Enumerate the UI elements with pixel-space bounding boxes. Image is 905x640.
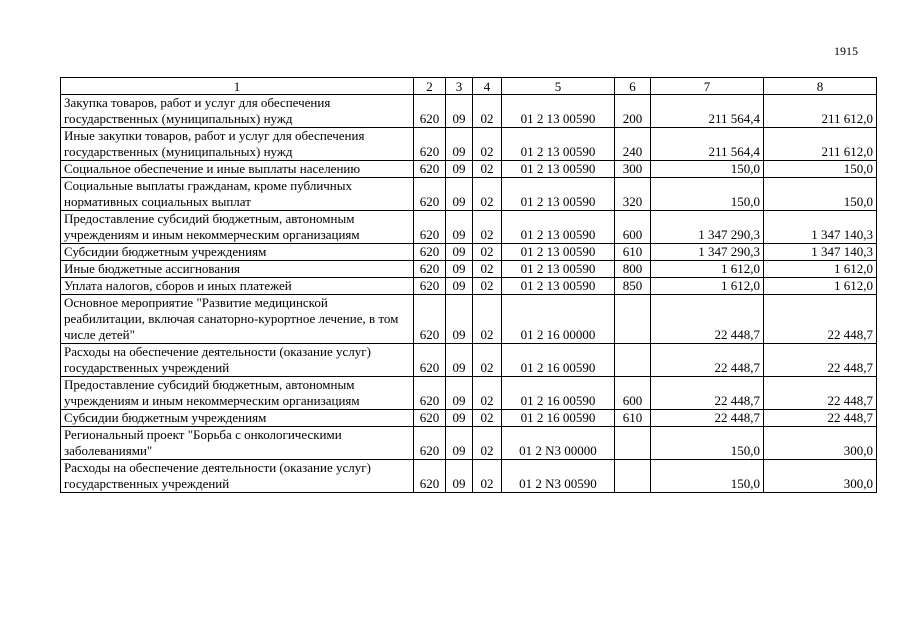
row-section-cell: 09: [446, 278, 473, 295]
row-amount-col7-cell: 1 347 290,3: [651, 211, 764, 244]
row-target-article-cell: 01 2 16 00590: [502, 410, 615, 427]
row-expense-type-cell: 800: [615, 261, 651, 278]
column-header: 7: [651, 78, 764, 95]
row-amount-col7-cell: 22 448,7: [651, 410, 764, 427]
row-section-cell: 09: [446, 427, 473, 460]
row-target-article-cell: 01 2 13 00590: [502, 178, 615, 211]
row-subsection-cell: 02: [473, 244, 502, 261]
row-admin-code-cell: 620: [414, 161, 446, 178]
row-admin-code-cell: 620: [414, 211, 446, 244]
table-row: [61, 178, 877, 211]
page-number: 1915: [834, 44, 858, 58]
row-admin-code-cell: 620: [414, 460, 446, 493]
row-amount-col7-cell: 22 448,7: [651, 295, 764, 344]
table-header-row: [61, 78, 877, 95]
row-admin-code-cell: 620: [414, 278, 446, 295]
row-name-cell: Расходы на обеспечение деятельности (оказание услуг) государственных учреждений: [61, 460, 414, 493]
row-target-article-cell: 01 2 16 00590: [502, 344, 615, 377]
row-target-article-cell: 01 2 16 00590: [502, 377, 615, 410]
row-admin-code-cell: 620: [414, 377, 446, 410]
column-header: 2: [414, 78, 446, 95]
row-amount-col7-cell: 22 448,7: [651, 377, 764, 410]
row-name-cell: Предоставление субсидий бюджетным, автономным учреждениям и иным некоммерческим организациям: [61, 377, 414, 410]
row-target-article-cell: 01 2 13 00590: [502, 161, 615, 178]
row-subsection-cell: 02: [473, 410, 502, 427]
row-expense-type-cell: 200: [615, 95, 651, 128]
row-expense-type-cell: [615, 344, 651, 377]
row-amount-col8-cell: 22 448,7: [764, 377, 877, 410]
row-amount-col8-cell: 22 448,7: [764, 295, 877, 344]
row-target-article-cell: 01 2 N3 00590: [502, 460, 615, 493]
table-row: [61, 410, 877, 427]
row-name-cell: Социальное обеспечение и иные выплаты населению: [61, 161, 414, 178]
row-admin-code-cell: 620: [414, 295, 446, 344]
row-admin-code-cell: 620: [414, 410, 446, 427]
row-name-cell: Уплата налогов, сборов и иных платежей: [61, 278, 414, 295]
row-subsection-cell: 02: [473, 427, 502, 460]
table-row: [61, 128, 877, 161]
table-row: [61, 460, 877, 493]
row-amount-col8-cell: 150,0: [764, 161, 877, 178]
row-amount-col7-cell: 211 564,4: [651, 95, 764, 128]
row-amount-col7-cell: 150,0: [651, 178, 764, 211]
row-section-cell: 09: [446, 377, 473, 410]
row-section-cell: 09: [446, 295, 473, 344]
row-name-cell: Основное мероприятие "Развитие медицинской реабилитации, включая санаторно-курортное лечение, в том числе детей": [61, 295, 414, 344]
table-row: [61, 95, 877, 128]
row-admin-code-cell: 620: [414, 344, 446, 377]
budget-table: [60, 77, 877, 493]
row-subsection-cell: 02: [473, 95, 502, 128]
row-admin-code-cell: 620: [414, 427, 446, 460]
row-section-cell: 09: [446, 178, 473, 211]
row-expense-type-cell: 300: [615, 161, 651, 178]
row-amount-col7-cell: 150,0: [651, 161, 764, 178]
row-subsection-cell: 02: [473, 460, 502, 493]
row-amount-col8-cell: 211 612,0: [764, 128, 877, 161]
row-amount-col7-cell: 150,0: [651, 427, 764, 460]
row-expense-type-cell: [615, 427, 651, 460]
row-name-cell: Иные бюджетные ассигнования: [61, 261, 414, 278]
row-admin-code-cell: 620: [414, 244, 446, 261]
row-expense-type-cell: 610: [615, 410, 651, 427]
row-amount-col8-cell: 1 612,0: [764, 278, 877, 295]
column-header: 1: [61, 78, 414, 95]
row-name-cell: Расходы на обеспечение деятельности (оказание услуг) государственных учреждений: [61, 344, 414, 377]
row-target-article-cell: 01 2 13 00590: [502, 128, 615, 161]
row-section-cell: 09: [446, 460, 473, 493]
row-amount-col8-cell: 150,0: [764, 178, 877, 211]
row-subsection-cell: 02: [473, 161, 502, 178]
row-target-article-cell: 01 2 13 00590: [502, 261, 615, 278]
row-section-cell: 09: [446, 410, 473, 427]
row-amount-col7-cell: 211 564,4: [651, 128, 764, 161]
row-amount-col8-cell: 1 347 140,3: [764, 244, 877, 261]
column-header: 3: [446, 78, 473, 95]
row-amount-col8-cell: 300,0: [764, 460, 877, 493]
row-amount-col8-cell: 22 448,7: [764, 344, 877, 377]
row-subsection-cell: 02: [473, 344, 502, 377]
row-amount-col7-cell: 1 612,0: [651, 278, 764, 295]
row-amount-col8-cell: 22 448,7: [764, 410, 877, 427]
table-row: [61, 377, 877, 410]
table-row: [61, 161, 877, 178]
row-name-cell: Предоставление субсидий бюджетным, автономным учреждениям и иным некоммерческим организациям: [61, 211, 414, 244]
column-header: 5: [502, 78, 615, 95]
row-section-cell: 09: [446, 161, 473, 178]
row-subsection-cell: 02: [473, 278, 502, 295]
row-section-cell: 09: [446, 261, 473, 278]
row-section-cell: 09: [446, 128, 473, 161]
row-expense-type-cell: 320: [615, 178, 651, 211]
row-amount-col8-cell: 211 612,0: [764, 95, 877, 128]
table-row: [61, 278, 877, 295]
row-subsection-cell: 02: [473, 261, 502, 278]
row-subsection-cell: 02: [473, 295, 502, 344]
row-target-article-cell: 01 2 13 00590: [502, 95, 615, 128]
row-name-cell: Региональный проект "Борьба с онкологическими заболеваниями": [61, 427, 414, 460]
table-row: [61, 427, 877, 460]
row-subsection-cell: 02: [473, 211, 502, 244]
row-expense-type-cell: 610: [615, 244, 651, 261]
row-expense-type-cell: 600: [615, 211, 651, 244]
row-amount-col8-cell: 1 347 140,3: [764, 211, 877, 244]
row-amount-col8-cell: 1 612,0: [764, 261, 877, 278]
row-target-article-cell: 01 2 13 00590: [502, 244, 615, 261]
column-header: 8: [764, 78, 877, 95]
row-section-cell: 09: [446, 211, 473, 244]
row-section-cell: 09: [446, 244, 473, 261]
row-name-cell: Субсидии бюджетным учреждениям: [61, 410, 414, 427]
row-target-article-cell: 01 2 13 00590: [502, 211, 615, 244]
row-name-cell: Иные закупки товаров, работ и услуг для обеспечения государственных (муниципальных) нужд: [61, 128, 414, 161]
table-row: [61, 244, 877, 261]
row-target-article-cell: 01 2 16 00000: [502, 295, 615, 344]
row-amount-col7-cell: 1 347 290,3: [651, 244, 764, 261]
row-amount-col7-cell: 150,0: [651, 460, 764, 493]
row-section-cell: 09: [446, 344, 473, 377]
row-admin-code-cell: 620: [414, 128, 446, 161]
row-expense-type-cell: [615, 460, 651, 493]
row-section-cell: 09: [446, 95, 473, 128]
table-body: [61, 95, 877, 493]
row-subsection-cell: 02: [473, 377, 502, 410]
table-row: [61, 261, 877, 278]
row-expense-type-cell: 600: [615, 377, 651, 410]
column-header: 4: [473, 78, 502, 95]
table-row: [61, 344, 877, 377]
row-expense-type-cell: 240: [615, 128, 651, 161]
row-name-cell: Закупка товаров, работ и услуг для обеспечения государственных (муниципальных) нужд: [61, 95, 414, 128]
row-expense-type-cell: 850: [615, 278, 651, 295]
row-subsection-cell: 02: [473, 128, 502, 161]
row-amount-col7-cell: 1 612,0: [651, 261, 764, 278]
row-name-cell: Субсидии бюджетным учреждениям: [61, 244, 414, 261]
row-admin-code-cell: 620: [414, 178, 446, 211]
row-subsection-cell: 02: [473, 178, 502, 211]
row-amount-col8-cell: 300,0: [764, 427, 877, 460]
row-target-article-cell: 01 2 N3 00000: [502, 427, 615, 460]
row-admin-code-cell: 620: [414, 261, 446, 278]
table-row: [61, 211, 877, 244]
row-target-article-cell: 01 2 13 00590: [502, 278, 615, 295]
row-admin-code-cell: 620: [414, 95, 446, 128]
table-row: [61, 295, 877, 344]
row-expense-type-cell: [615, 295, 651, 344]
row-name-cell: Социальные выплаты гражданам, кроме публичных нормативных социальных выплат: [61, 178, 414, 211]
column-header: 6: [615, 78, 651, 95]
row-amount-col7-cell: 22 448,7: [651, 344, 764, 377]
